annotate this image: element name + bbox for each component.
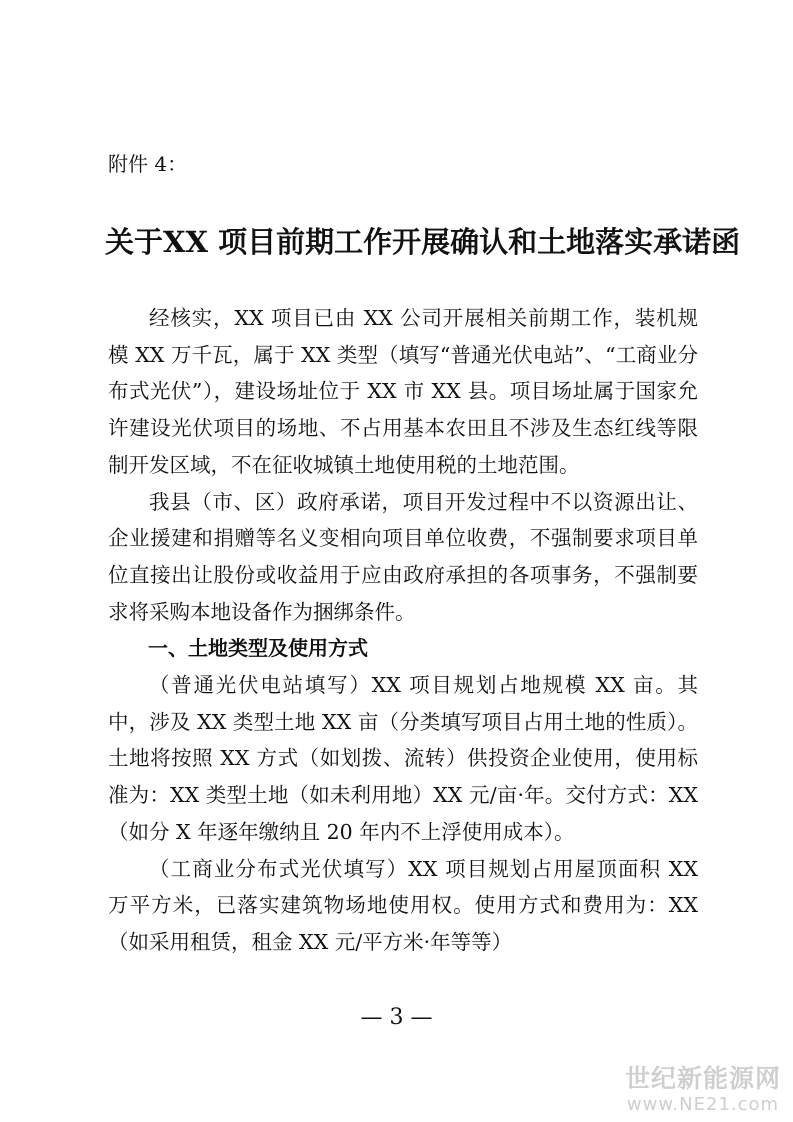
section-paragraph: （普通光伏电站填写）XX 项目规划占地规模 XX 亩。其中，涉及 XX 类型土地 XX 亩（分类填写项目占用土地的性质）。土地将按照 XX 方式（如划拨、流转）供投资企业使用，使用标准为：XX 类型土地（如未利用地）XX 元/亩·年。交付方式：XX（如分 X 年逐年缴纳且 20 年内不上浮使用成本）。 (108, 673, 698, 844)
section-heading: 一、土地类型及使用方式 (148, 636, 368, 661)
watermark-name: 世纪新能源网 (624, 1064, 781, 1093)
watermark-url: www.NE21.com (626, 1094, 780, 1115)
section-paragraph: （工商业分布式光伏填写）XX 项目规划占用屋顶面积 XX 万平方米，已落实建筑物场地使用权。使用方式和费用为：XX（如采用租赁，租金 XX 元/平方米·年等等） (108, 856, 698, 954)
watermark (619, 1064, 787, 1116)
body-paragraph: 经核实，XX 项目已由 XX 公司开展相关前期工作，装机规模 XX 万千瓦，属于 XX 类型（填写“普通光伏电站”、“工商业分布式光伏”），建设场址位于 XX 市 XX 县。项目场址属于国家允许建设光伏项目的场地、不占用基本农田且不涉及生态红线等限制开发区域，不在征收城镇土地使用税的土地范围。 (108, 306, 698, 477)
attachment-label: 附件 4： (108, 152, 188, 176)
document-title: 关于XX 项目前期工作开展确认和土地落实承诺函 (105, 225, 741, 259)
page-number: — 3 — (360, 1005, 433, 1030)
document-body (108, 300, 698, 961)
body-paragraph: 我县（市、区）政府承诺，项目开发过程中不以资源出让、企业援建和捐赠等名义变相向项目单位收费，不强制要求项目单位直接出让股份或收益用于应由政府承担的各项事务，不强制要求将采购本地设备作为捆绑条件。 (108, 489, 698, 624)
